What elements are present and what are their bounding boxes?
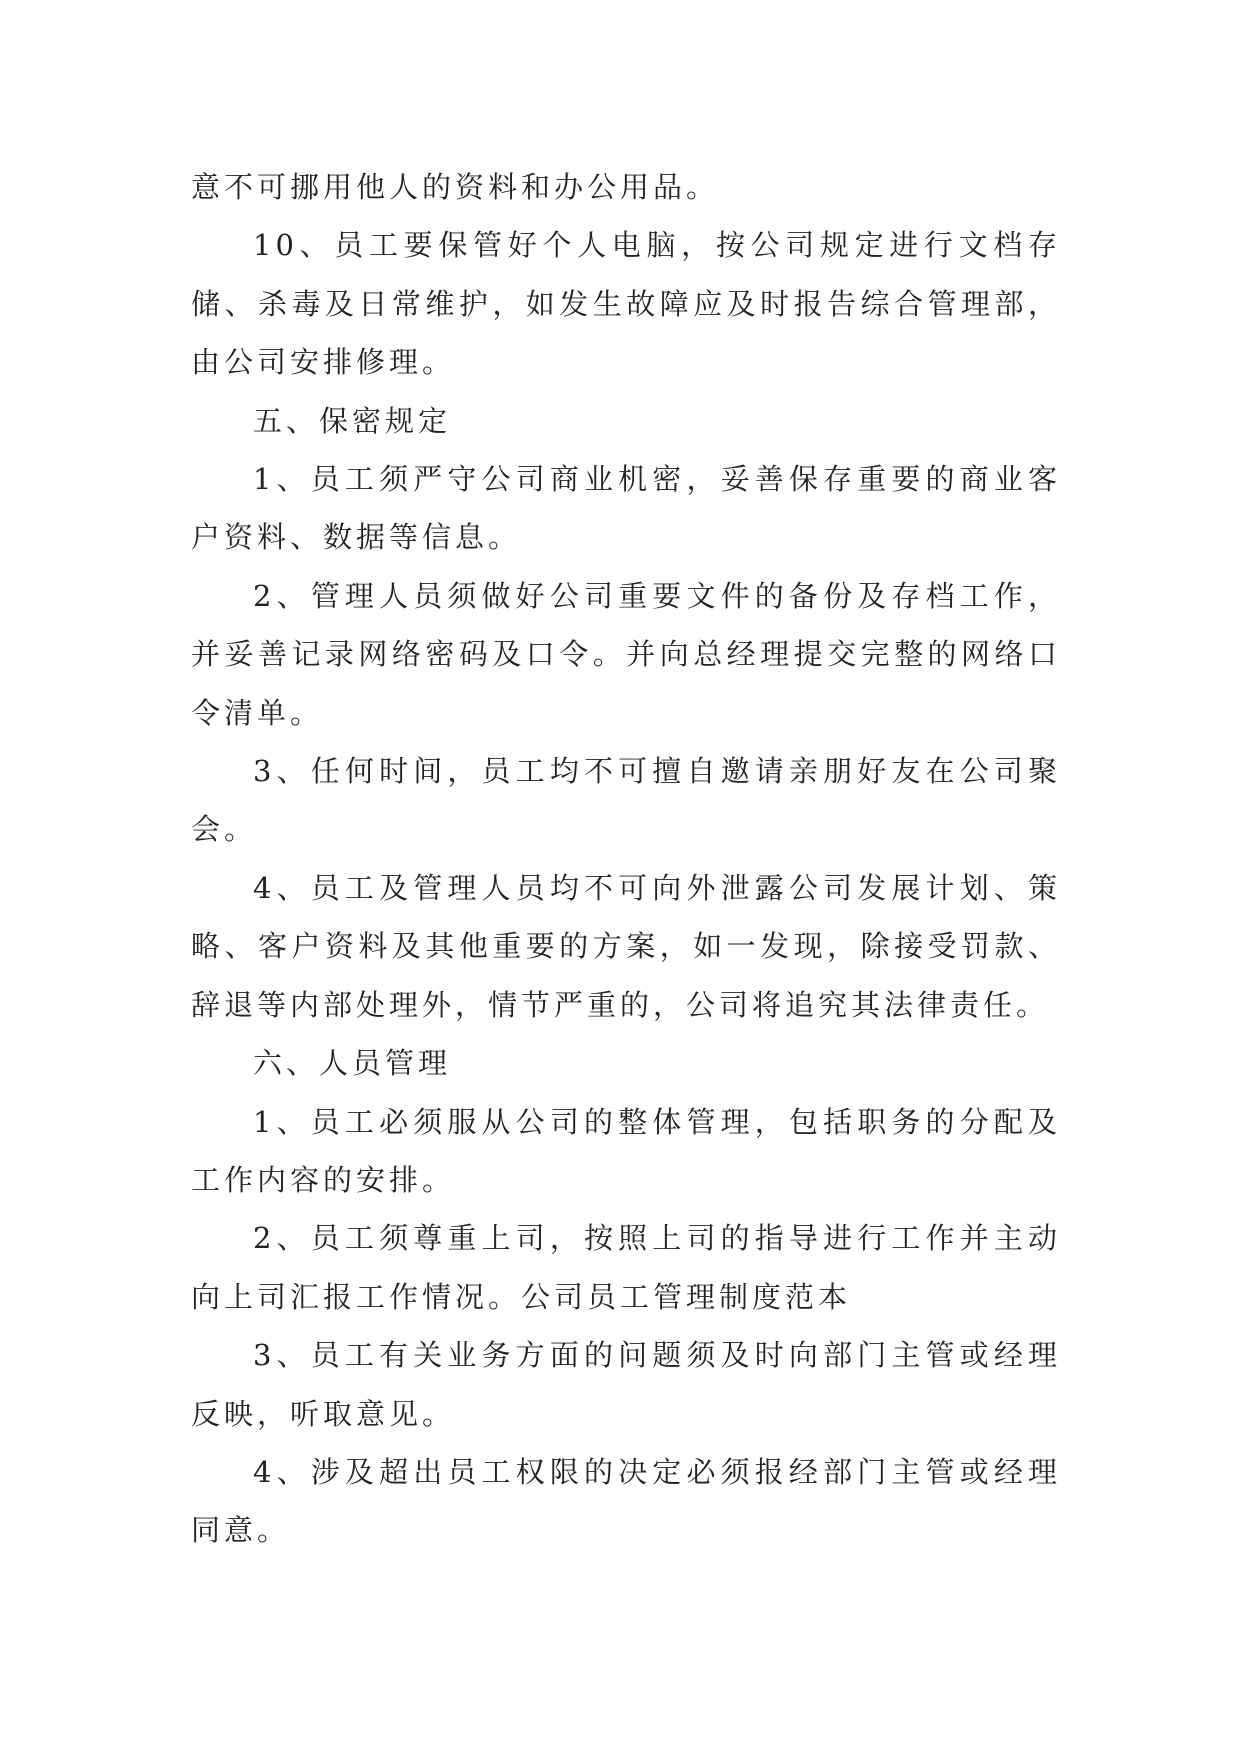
section-heading-confidentiality: 五、保密规定 (253, 403, 452, 438)
paragraph-item-10: 10、员工要保管好个人电脑，按公司规定进行文档存储、杀毒及日常维护，如发生故障应及时报告综合管理部，由公司安排修理。 (191, 228, 1061, 380)
paragraph-personnel-1: 1、员工必须服从公司的整体管理，包括职务的分配及工作内容的安排。 (191, 1104, 1061, 1197)
paragraph-personnel-4: 4、涉及超出员工权限的决定必须报经部门主管或经理同意。 (191, 1454, 1061, 1548)
paragraph-confidentiality-1: 1、员工须严守公司商业机密，妥善保存重要的商业客户资料、数据等信息。 (191, 462, 1061, 555)
document-body (191, 158, 1061, 1560)
section-heading-personnel: 六、人员管理 (253, 1046, 452, 1081)
paragraph-confidentiality-3: 3、任何时间，员工均不可擅自邀请亲朋好友在公司聚会。 (191, 754, 1061, 847)
paragraph-confidentiality-4: 4、员工及管理人员均不可向外泄露公司发展计划、策略、客户资料及其他重要的方案，如一发现，除接受罚款、辞退等内部处理外，情节严重的，公司将追究其法律责任。 (191, 870, 1061, 1022)
paragraph-continuation: 意不可挪用他人的资料和办公用品。 (191, 170, 720, 204)
paragraph-personnel-3: 3、员工有关业务方面的问题须及时向部门主管或经理反映，听取意见。 (191, 1338, 1061, 1431)
paragraph-personnel-2: 2、员工须尊重上司，按照上司的指导进行工作并主动向上司汇报工作情况。公司员工管理制度范本 (191, 1221, 1061, 1314)
paragraph-confidentiality-2: 2、管理人员须做好公司重要文件的备份及存档工作，并妥善记录网络密码及口令。并向总经理提交完整的网络口令清单。 (191, 578, 1061, 730)
